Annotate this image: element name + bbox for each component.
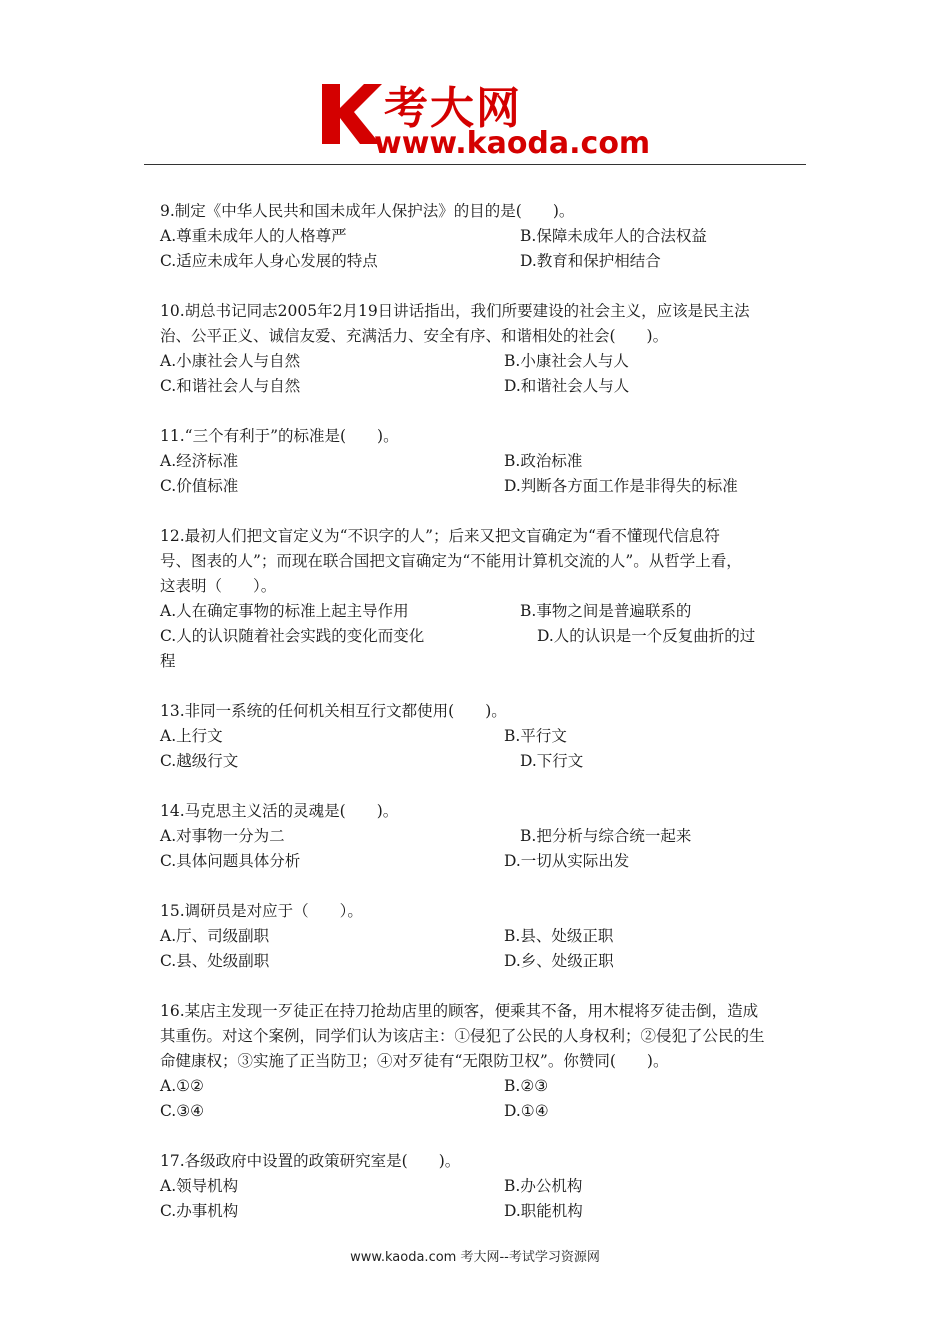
logo-url: www.kaoda.com <box>374 126 651 161</box>
option-c: C.县、处级副职 <box>160 952 270 970</box>
question-15 <box>160 899 800 974</box>
question-9 <box>160 199 800 274</box>
question-17 <box>160 1149 800 1224</box>
option-d-overflow: 程 <box>160 652 176 670</box>
question-stem-line: 这表明（ ）。 <box>160 577 277 595</box>
option-b: B.办公机构 <box>504 1177 583 1195</box>
option-b: B.事物之间是普遍联系的 <box>520 602 692 620</box>
question-stem: 14.马克思主义活的灵魂是( )。 <box>160 802 399 820</box>
option-c: C.具体问题具体分析 <box>160 852 301 870</box>
option-b: B.小康社会人与人 <box>504 352 629 370</box>
question-14 <box>160 799 800 874</box>
page-footer[interactable]: www.kaoda.com 考大网--考试学习资源网 <box>350 1250 600 1265</box>
question-stem-line: 号、图表的人”；而现在联合国把文盲确定为“不能用计算机交流的人”。从哲学上看， <box>160 552 742 570</box>
options <box>160 924 800 974</box>
option-a: A.厅、司级副职 <box>160 927 270 945</box>
option-d: D.乡、处级正职 <box>504 952 614 970</box>
option-c: C.办事机构 <box>160 1202 239 1220</box>
question-stem-line: 16.某店主发现一歹徒正在持刀抢劫店里的顾客，便乘其不备，用木棍将歹徒击倒，造成 <box>160 1002 759 1020</box>
question-stem-line: 其重伤。对这个案例，同学们认为该店主：①侵犯了公民的人身权利；②侵犯了公民的生 <box>160 1027 765 1045</box>
question-stem: 13.非同一系统的任何机关相互行文都使用( )。 <box>160 702 507 720</box>
question-stem-line: 10.胡总书记同志2005年2月19日讲话指出，我们所要建设的社会主义，应该是民主法 <box>160 302 750 320</box>
option-b: B.保障未成年人的合法权益 <box>520 227 707 245</box>
option-d: D.人的认识是一个反复曲折的过 <box>537 627 756 645</box>
options <box>160 449 800 499</box>
option-c: C.人的认识随着社会实践的变化而变化 <box>160 627 425 645</box>
option-b: B.②③ <box>504 1077 549 1095</box>
option-b: B.把分析与综合统一起来 <box>520 827 692 845</box>
option-d: D.教育和保护相结合 <box>520 252 661 270</box>
question-16 <box>160 999 800 1124</box>
option-d: D.一切从实际出发 <box>504 852 630 870</box>
option-d: D.职能机构 <box>504 1202 583 1220</box>
question-stem-line: 命健康权；③实施了正当防卫；④对歹徒有“无限防卫权”。你赞同( )。 <box>160 1052 669 1070</box>
question-stem: 9.制定《中华人民共和国未成年人保护法》的目的是( )。 <box>160 202 575 220</box>
question-stem: 15.调研员是对应于（ ）。 <box>160 902 363 920</box>
option-a: A.小康社会人与自然 <box>160 352 301 370</box>
logo-text: 考大网 <box>384 83 522 134</box>
kaoda-logo[interactable] <box>318 78 651 161</box>
question-stem: 11.“三个有利于”的标准是( )。 <box>160 427 399 445</box>
option-a: A.对事物一分为二 <box>160 827 285 845</box>
question-12 <box>160 524 800 674</box>
options <box>160 1174 800 1224</box>
option-b: B.平行文 <box>504 727 567 745</box>
option-c: C.③④ <box>160 1102 205 1120</box>
option-b: B.县、处级正职 <box>504 927 614 945</box>
question-stem-line: 12.最初人们把文盲定义为“不识字的人”；后来又把文盲确定为“看不懂现代信息符 <box>160 527 720 545</box>
option-c: C.价值标准 <box>160 477 239 495</box>
option-a: A.上行文 <box>160 727 223 745</box>
options <box>160 349 800 399</box>
question-stem-line: 治、公平正义、诚信友爱、充满活力、安全有序、和谐相处的社会( )。 <box>160 327 669 345</box>
option-a: A.①② <box>160 1077 204 1095</box>
option-a: A.领导机构 <box>160 1177 239 1195</box>
question-11 <box>160 424 800 499</box>
option-b: B.政治标准 <box>504 452 583 470</box>
options <box>160 599 800 649</box>
question-list <box>160 199 800 1249</box>
option-a: A.尊重未成年人的人格尊严 <box>160 227 347 245</box>
option-c: C.越级行文 <box>160 752 239 770</box>
option-c: C.和谐社会人与自然 <box>160 377 301 395</box>
page-header <box>0 0 950 170</box>
header-divider <box>144 164 806 165</box>
option-a: A.经济标准 <box>160 452 239 470</box>
option-d: D.下行文 <box>520 752 584 770</box>
option-d: D.①④ <box>504 1102 549 1120</box>
option-c: C.适应未成年人身心发展的特点 <box>160 252 378 270</box>
options <box>160 1074 800 1124</box>
option-a: A.人在确定事物的标准上起主导作用 <box>160 602 409 620</box>
option-d: D.判断各方面工作是非得失的标准 <box>504 477 738 495</box>
question-10 <box>160 299 800 399</box>
question-stem: 17.各级政府中设置的政策研究室是( )。 <box>160 1152 461 1170</box>
option-d: D.和谐社会人与人 <box>504 377 630 395</box>
options <box>160 824 800 874</box>
question-13 <box>160 699 800 774</box>
options <box>160 724 800 774</box>
options <box>160 224 800 274</box>
